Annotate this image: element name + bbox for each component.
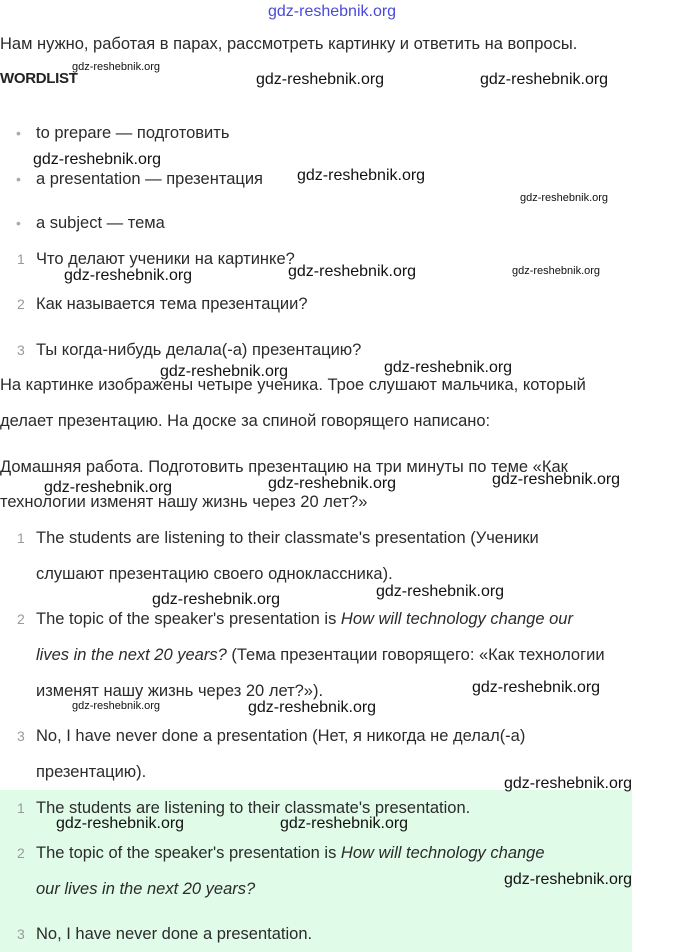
bullet-icon: •	[16, 171, 21, 187]
description-line: На картинке изображены четыре ученика. Трое слушают мальчика, который	[0, 376, 586, 394]
answer-line: слушают презентацию своего одноклассника).	[36, 565, 393, 583]
watermark: gdz-reshebnik.org	[384, 359, 513, 376]
answer-line	[36, 645, 605, 665]
question-number: 1	[17, 251, 25, 267]
short-answer: The students are listening to their classmate's presentation.	[36, 799, 471, 817]
answer-line	[36, 609, 573, 629]
short-answer-number: 3	[17, 926, 25, 942]
board-text-line: технологии изменят нашу жизнь через 20 лет?»	[0, 493, 368, 511]
short-answer	[36, 879, 255, 899]
watermark: gdz-reshebnik.org	[33, 151, 162, 168]
short-answer-number: 1	[17, 800, 25, 816]
answer-text: The topic of the speaker's presentation is	[36, 844, 341, 862]
answer-line: The students are listening to their classmate's presentation (Ученики	[36, 529, 539, 547]
short-answer	[36, 843, 545, 863]
wordlist-item: a subject — тема	[36, 214, 165, 232]
watermark: gdz-reshebnik.org	[376, 583, 505, 600]
topic-italic: How will technology change our	[340, 610, 573, 628]
answer-text: (Тема презентации говорящего: «Как технологии	[226, 646, 605, 664]
wordlist-title: WORDLIST	[0, 70, 78, 87]
watermark: gdz-reshebnik.org	[268, 475, 397, 492]
question: Как называется тема презентации?	[36, 295, 308, 313]
topic-italic: How will technology change	[340, 844, 545, 862]
watermark: gdz-reshebnik.org	[504, 871, 633, 888]
watermark: gdz-reshebnik.org	[297, 167, 426, 184]
watermark: gdz-reshebnik.org	[504, 775, 633, 792]
topic-italic: lives in the next 20 years?	[36, 646, 227, 664]
watermark: gdz-reshebnik.org	[72, 700, 161, 712]
watermark: gdz-reshebnik.org	[160, 363, 289, 380]
answer-line: презентацию).	[36, 763, 147, 781]
watermark: gdz-reshebnik.org	[280, 815, 409, 832]
question-number: 2	[17, 296, 25, 312]
topic-italic: our lives in the next 20 years?	[36, 880, 256, 898]
question: Что делают ученики на картинке?	[36, 250, 295, 268]
board-text-line: Домашняя работа. Подготовить презентацию на три минуты по теме «Как	[0, 458, 568, 476]
bullet-icon: •	[16, 215, 21, 231]
answer-number: 3	[17, 728, 25, 744]
watermark: gdz-reshebnik.org	[56, 815, 185, 832]
question: Ты когда-нибудь делала(-а) презентацию?	[36, 341, 362, 359]
answer-text: The topic of the speaker's presentation is	[36, 610, 341, 628]
watermark: gdz-reshebnik.org	[256, 71, 385, 88]
watermark: gdz-reshebnik.org	[480, 71, 609, 88]
watermark: gdz-reshebnik.org	[512, 265, 601, 277]
watermark: gdz-reshebnik.org	[152, 591, 281, 608]
wordlist-item: a presentation — презентация	[36, 170, 263, 188]
watermark: gdz-reshebnik.org	[64, 267, 193, 284]
bullet-icon: •	[16, 125, 21, 141]
answer-number: 2	[17, 611, 25, 627]
short-answer: No, I have never done a presentation.	[36, 925, 313, 943]
watermark: gdz-reshebnik.org	[44, 479, 173, 496]
intro-text: Нам нужно, работая в парах, рассмотреть картинку и ответить на вопросы.	[0, 35, 578, 53]
watermark: gdz-reshebnik.org	[472, 679, 601, 696]
watermark: gdz-reshebnik.org	[288, 263, 417, 280]
short-answer-number: 2	[17, 845, 25, 861]
watermark-top[interactable]: gdz-reshebnik.org	[268, 3, 397, 20]
watermark: gdz-reshebnik.org	[520, 192, 609, 204]
question-number: 3	[17, 342, 25, 358]
answer-line: No, I have never done a presentation (Нет, я никогда не делал(-а)	[36, 727, 526, 745]
answer-number: 1	[17, 530, 25, 546]
answer-line: изменят нашу жизнь через 20 лет?»).	[36, 682, 324, 700]
watermark: gdz-reshebnik.org	[492, 471, 621, 488]
watermark: gdz-reshebnik.org	[72, 61, 161, 73]
description-line: делает презентацию. На доске за спиной говорящего написано:	[0, 412, 491, 430]
watermark: gdz-reshebnik.org	[248, 699, 377, 716]
wordlist-item: to prepare — подготовить	[36, 124, 230, 142]
